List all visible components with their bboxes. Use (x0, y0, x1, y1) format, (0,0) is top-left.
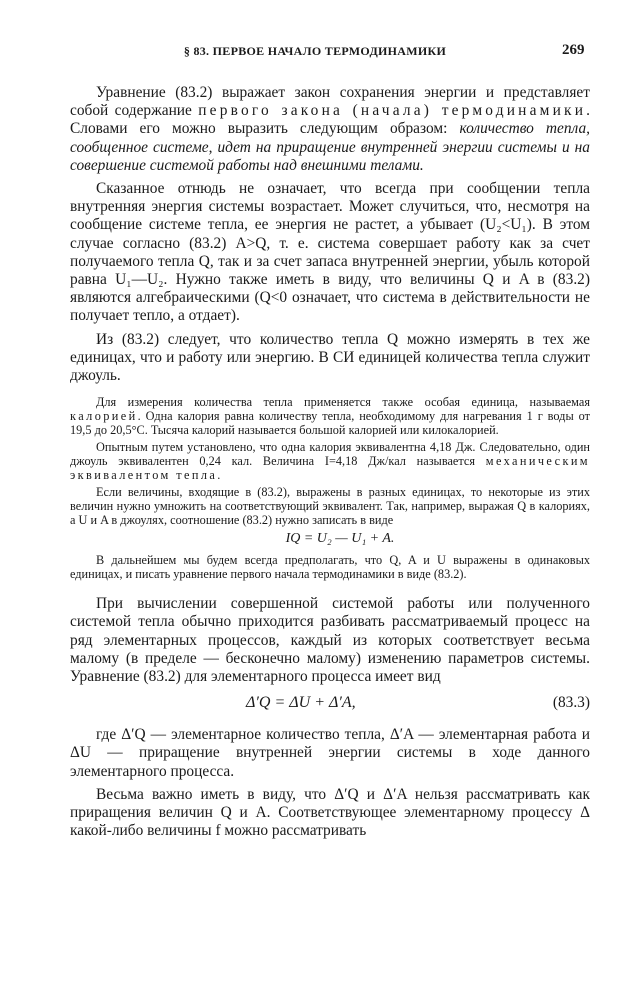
small-formula: IQ = U₂ — U₁ + A. (285, 531, 395, 547)
small-paragraph-same-units: В дальнейшем мы будем всегда предполагать, что Q, A и U выражены в одинаковых единицах, и писать уравнение первого начала термодинамики в виде (83.2). (70, 553, 590, 582)
paragraph-first-law (70, 84, 590, 175)
small-paragraph-calorie (70, 395, 590, 437)
paragraph-first-law-part-c: . Словами его можно выразить следующим образом: (70, 102, 590, 138)
first-law-term: первого закона (начала) термодинамики (198, 102, 587, 120)
paragraph-units: Из (83.2) следует, что количество тепла Q можно измерять в тех же единицах, что и работу или энергию. В СИ единицей количества тепла служит джоуль. (70, 330, 590, 385)
small-paragraph-equivalent-part-c: . (217, 468, 221, 483)
page-header (0, 44, 641, 66)
body-text (70, 84, 590, 840)
small-paragraph-calorie-part-a: Для измерения количества тепла применяется также особая единица, называемая (96, 395, 590, 410)
first-law-statement: количество тепла, сообщенное системе, идет на приращение внутренней энергии системы и на совершение системой работы над внешними телами. (70, 120, 590, 174)
small-print-block (70, 395, 590, 581)
paragraph-energy-decrease: Сказанное отнюдь не означает, что всегда при сообщении тепла внутренняя энергия системы возрастает. Может случиться, что, несмотря на сообщение системе тепла, ее энергия не растет, а убывает (U₂<U₁). В этом случае согласно (83.2) A>Q, т. е. система совершает работу как за счет получаемого тепла Q, так и за счет запаса внутренней энергии, убыль которой равна U₁—U₂. Нужно также иметь в виду, что величины Q и A в (83.2) являются алгебраическими (Q<0 означает, что система в действительности не получает тепло, а отдает). (70, 180, 590, 325)
equation-expression: Δ′Q = ΔU + Δ′A, (246, 694, 356, 712)
running-title: § 83. ПЕРВОЕ НАЧАЛО ТЕРМОДИНАМИКИ (183, 44, 447, 58)
paragraph-first-law-part-a: Уравнение (83.2) выражает закон сохранения энергии и представляет собой содержание (70, 84, 590, 120)
small-paragraph-equivalent-part-a: Опытным путем установлено, что одна калория эквивалентна 4,18 Дж. Следовательно, один джоуль эквивалентен 0,24 кал. Величина I=4,18 Дж/кал называется (70, 440, 590, 469)
mechanical-equivalent-term: механическим эквивалентом тепла (70, 454, 590, 483)
paragraph-not-increments: Весьма важно иметь в виду, что Δ′Q и Δ′A нельзя рассматривать как приращения величин Q и A. Соответствующее элементарному процессу Δ какой-либо величины f можно рассматривать (70, 785, 590, 840)
equation-83-3 (70, 694, 590, 718)
equation-number: (83.3) (552, 694, 590, 712)
paragraph-elementary-processes: При вычислении совершенной системой работы или полученного системой тепла обычно приходится разбивать рассматриваемый процесс на ряд элементарных процессов, каждый из которых соответствует весьма малому (в пределе — бесконечно малому) изменению параметров системы. Уравнение (83.2) для элементарного процесса имеет вид (70, 595, 590, 686)
page-number: 269 (562, 42, 585, 58)
paragraph-elementary-definitions: где Δ′Q — элементарное количество тепла, Δ′A — элементарная работа и ΔU — приращение внутренней энергии системы в ходе данного элементарного процесса. (70, 726, 590, 780)
calorie-term: калорией (70, 409, 138, 424)
small-paragraph-mechanical-equivalent (70, 440, 590, 482)
small-paragraph-different-units: Если величины, входящие в (83.2), выражены в разных единицах, то некоторые из этих величин нужно умножить на соответствующий эквивалент. Так, например, выражая Q в калориях, а U и A в джоулях, соотношение (83.2) нужно записать в виде (70, 485, 590, 528)
small-paragraph-calorie-part-c: . Одна калория равна количеству тепла, необходимому для нагревания 1 г воды от 19,5 до 20,5°С. Тысяча калорий называется большой калорией или килокалорией. (70, 409, 590, 438)
